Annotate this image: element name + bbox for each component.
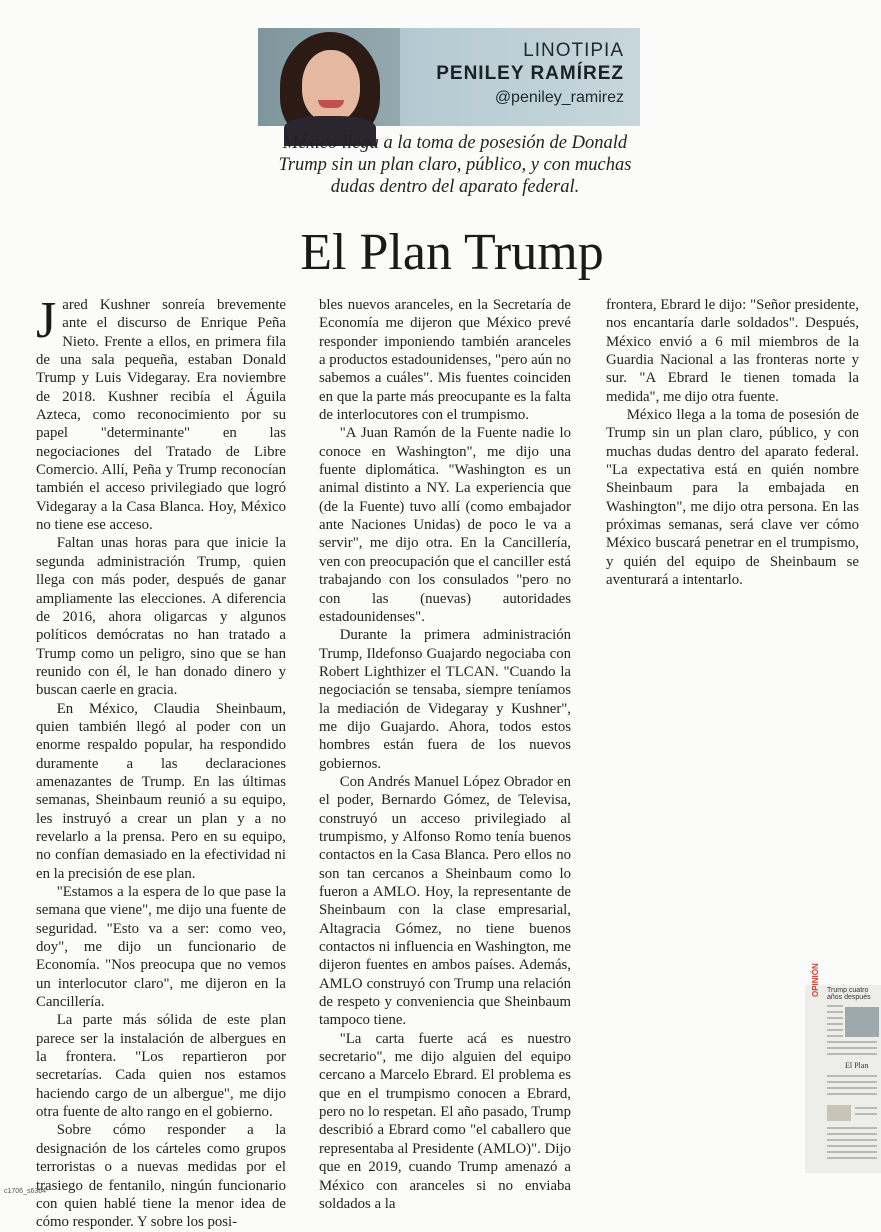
thumbnail-photo [845,1007,879,1037]
thumbnail-text-line [827,1081,877,1083]
thumbnail-title: Trump cuatro años después [827,987,871,1001]
article-headline: El Plan Trump [300,224,604,281]
thumbnail-text-line [827,1133,877,1135]
thumbnail-text-line [827,1053,877,1055]
photo-lips [318,100,344,108]
page-code: c1706_s6364 [4,1188,47,1195]
paragraph: "A Juan Ramón de la Fuente nadie lo conoce en Washington", me dijo una fuente diplomática. "Washington es un animal distinto a NY. La experiencia que (de la Fuente) tuvo allí (como embajador ante Naciones Unidas) de poco le va a servir", me dijo otra. En la Cancillería, ven con preocupación que el canciller está trabajando con los consulados "pero no con las (nuevas) autoridades estadounidenses". [319,425,571,625]
column-header [258,28,640,126]
article-deck: México llega a la toma de posesión de Donald Trump sin un plan claro, público, y con muchas dudas dentro del aparato federal. [278,133,632,197]
paragraph: Con Andrés Manuel López Obrador en el poder, Bernardo Gómez, de Televisa, construyó un acceso privilegiado al trumpismo, y Alfonso Romo tenía buenos contactos en la Casa Blanca. Pero ellos no son tan cercanos a Sheinbaum como lo fueron a AMLO. Hoy, la representante de Sheinbaum con la clase empresarial, Altagracia Gómez, no tiene buenos contactos ni influencia en Washington, me dijeron fuentes en ambos países. Además, AMLO construyó con Trump una relación de respeto y conveniencia que Sheinbaum tampoco tiene. [319,773,571,1029]
thumbnail-text-line [855,1113,877,1115]
thumbnail-text-line [827,1151,877,1153]
paragraph: Durante la primera administración Trump, Ildefonso Guajardo negociaba con Robert Lighthizer el TLCAN. "Cuando la negociación se tensaba, siempre teníamos la mediación de Videgaray y Kushner", me dijo Guajardo. Ahora, todos estos hombres están fuera de los nuevos gobiernos. [319,627,571,772]
paragraph: En México, Claudia Sheinbaum, quien también llegó al poder con un enorme respaldo popular, ha respondido duramente a las declaraciones amenazantes de Trump. En las últimas semanas, Sheinbaum reunió a su equipo, les instruyó a crear un plan y a no revelarlo a la prensa. Pero en su equipo, no confían demasiado en la efectividad ni en la precisión de ese plan. [36,700,286,882]
paragraph: Faltan unas horas para que inicie la segunda administración Trump, quien llega con más poder, después de ganar ampliamente las elecciones. A diferencia de 2016, ahora oligarcas y algunos políticos demócratas no han tratado a Trump como un peligro, sino que se han reunido con él, le han donado dinero y buscan caerle en gracia. [36,535,286,699]
paragraph: México llega a la toma de posesión de Trump sin un plan claro, público, y con muchas dudas dentro del aparato federal. "La expectativa está en quién nombre Sheinbaum para la embajada en Washington", me dijo otra persona. En las próximas semanas, será clave ver cómo México buscará penetrar en el trumpismo, y quién del equipo de Sheinbaum se aventurará a intentarlo. [606,407,859,589]
thumbnail-text-line [827,1005,843,1007]
paragraph: "La carta fuerte acá es nuestro secretario", me dijo alguien del equipo cercano a Marcelo Ebrard. El problema es que en el trumpismo conocen a Ebrard, pero no lo respetan. El año pasado, Trump describió a Ebrard como "el caballero que representaba al Presidente (AMLO)". Dijo que en 2019, cuando Trump amenazó a México con aranceles si no enviaba soldados a la [319,1030,571,1212]
author-photo [258,28,400,126]
article-column-2 [319,296,571,1213]
thumbnail-text-line [855,1107,877,1109]
thumbnail-text-line [827,1093,877,1095]
thumbnail-text-line [827,1145,877,1147]
thumbnail-text-line [827,1139,877,1141]
thumbnail-subhead: El Plan [845,1061,869,1070]
thumbnail-text-line [827,1047,877,1049]
article-column-3 [606,296,859,590]
paragraph: bles nuevos aranceles, en la Secretaría de Economía me dijeron que México prevé responder imponiendo también aranceles a productos estadounidenses, "pero aún no sabemos a cuáles". Mis fuentes coinciden en que la parte más preocupante es la falta de interlocutores con el trumpismo. [319,297,571,424]
article-column-1 [36,292,286,1232]
thumbnail-text-line [827,1075,877,1077]
author-handle: @peniley_ramirez [494,89,624,106]
thumbnail-text-line [827,1087,877,1089]
author-name: PENILEY RAMÍREZ [436,63,624,84]
thumbnail-text-line [827,1127,877,1129]
thumbnail-text-line [827,1035,843,1037]
thumbnail-text-line [827,1041,877,1043]
photo-face [302,50,360,122]
thumbnail-text-line [827,1017,843,1019]
thumbnail-text-line [827,1029,843,1031]
paragraph-text: ared Kushner sonreía brevemente ante el discurso de Enrique Peña Nieto. Frente a ellos, en primera fila de una sala pequeña, estaban Donald Trump y Luis Videgaray. Era noviembre de 2018. Kushner recibía el Águila Azteca, como reconocimiento por su papel "determinante" en las negociaciones del Tratado de Libre Comercio. Allí, Peña y Trump reconocían también el acceso privilegiado que logró Videgaray a la Casa Blanca. Hoy, México no tiene ese acceso. [36,297,286,534]
paragraph: "Estamos a la espera de lo que pase la semana que viene", me dijo una fuente de seguridad. "Esto va a ser: como veo, doy", me dijo un funcionario de Economía. "Nos preocupa que no vemos un interlocutor claro", me dijeron en la Cancillería. [36,884,286,1011]
drop-cap: J [36,292,57,349]
page-thumbnail [805,963,881,1173]
thumbnail-ad-block [827,1105,851,1121]
thumbnail-section-label: OPINIÓN [811,963,820,997]
thumbnail-text-line [827,1011,843,1013]
thumbnail-text-line [827,1157,877,1159]
paragraph: La parte más sólida de este plan parece ser la instalación de albergues en la frontera. "Los repartieron por secretarías. Cada quien nos estamos haciendo cargo de un albergue", me dijo otra fuente de alto rango en el gobierno. [36,1012,286,1121]
paragraph: frontera, Ebrard le dijo: "Señor presidente, nos encantaría darle soldados". Después, México envió a 6 mil miembros de la Guardia Nacional a las fronteras norte y sur. "A Ebrard le tienen tomada la medida", me dijo otra fuente. [606,297,859,405]
paragraph [36,292,286,534]
paragraph: Sobre cómo responder a la designación de los cárteles como grupos terroristas o a nuevas medidas por el trasiego de fentanilo, ningún funcionario con quien hablé tiene la menor idea de cómo responder. Y sobre los posi- [36,1122,286,1231]
column-brand [436,40,624,107]
thumbnail-text-line [827,1023,843,1025]
column-kicker: LINOTIPIA [523,40,624,61]
